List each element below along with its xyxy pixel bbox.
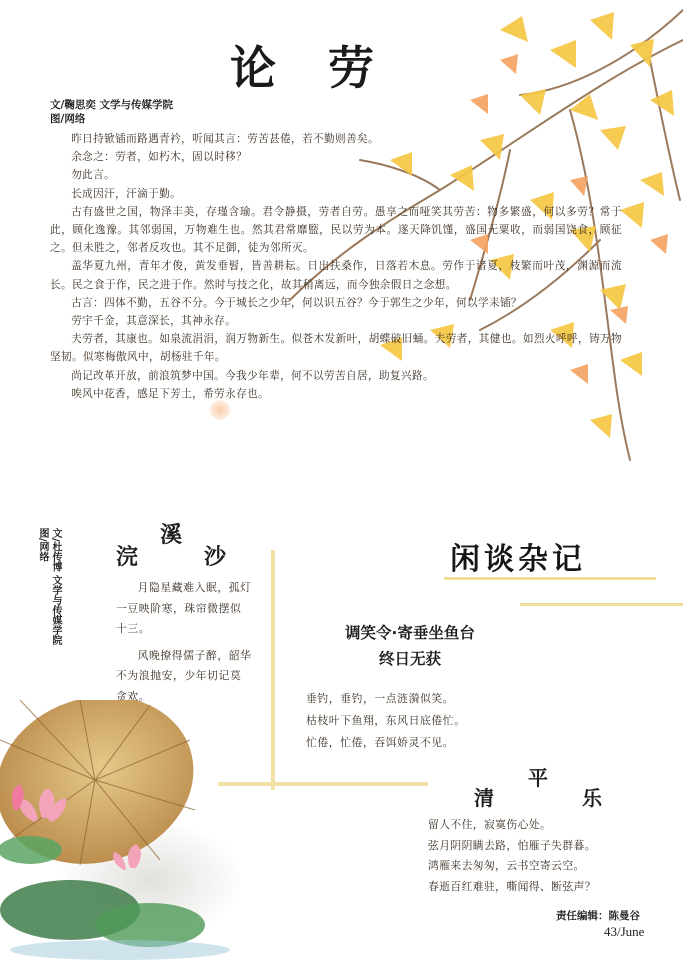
left-poem-image-credit: 图/网络 — [37, 528, 48, 562]
poem2-line: 垂钓，垂钓，一点涟漪似笑。 — [306, 692, 455, 705]
left-poem-title — [108, 518, 248, 578]
left-poem-author: 文/杜传博 文学与传媒学院 — [50, 528, 61, 646]
left-poem-paragraph: 月隐星藏难入眠，孤灯一豆映阶寒，珠帘微摆似十三。 — [116, 581, 252, 635]
essay-paragraph: 古言：四体不勤，五谷不分。今于城长之少年，何以识五谷？今于郭生之少年，何以学耒锸？ — [71, 296, 522, 309]
title-char: 平 — [528, 766, 548, 790]
left-poem-body — [116, 578, 252, 713]
poem3-line: 鸿雁来去匆匆，云书空寄云空。 — [428, 859, 585, 872]
decorative-horizontal-line — [218, 782, 428, 786]
author-line: 文/鞠思奕 文学与传媒学院 — [50, 99, 173, 111]
poem3-line: 弦月阴阴瞒去路，怕雁子失群暮。 — [428, 838, 596, 852]
essay-paragraph: 劳宇千金，其意深长，其神永存。 — [71, 315, 237, 328]
poem2-line: 忙倦，忙倦，吞饵娇灵不见。 — [306, 736, 455, 749]
essay-paragraph: 勿此言。 — [71, 169, 116, 182]
title-char: 浣 — [116, 544, 139, 570]
essay-paragraph: 尚记改革开放，前浪筑梦中国。今我少年辈，何不以劳苦自居，助复兴路。 — [71, 369, 434, 382]
poem3-title — [470, 762, 620, 812]
poem3-body — [428, 815, 678, 897]
article-byline — [50, 98, 173, 126]
poem2-title — [290, 620, 530, 672]
poem3-line: 春逝百红难驻，嘶闻得、断弦声？ — [428, 879, 596, 893]
essay-paragraph: 长成因汗，汗滴于勤。 — [71, 187, 182, 200]
poem2-title-line: 终日无获 — [378, 650, 441, 668]
decorative-orange-blot — [210, 400, 230, 420]
page-number: 43/June — [604, 924, 645, 939]
umbrella-lotus-illustration — [0, 700, 240, 960]
essay-paragraph: 夫劳者，其康也。如泉流涓涓，润万物新生。似苍木发新叶，胡蝶破旧蛹。夫劳者，其健也。如烈火呼呼，铸万物坚韧。似寒梅傲风中，胡杨驻千年。 — [50, 333, 622, 364]
left-poem-credit — [36, 528, 66, 678]
responsible-editor: 责任编辑：陈曼谷 — [556, 910, 640, 922]
essay-paragraph: 古有盛世之国，物泽丰美，存瑾含瑜。君令静摄，劳者自劳。愚享之而哑笑其劳苦：物多繁盛，何以多劳？常于此，顾化逸豫。其邻弱国，万物难生也。然其君常靡盬，民以劳为本。遂天降饥馑，盛国无粟收，而弱国饶食，顾征之。但未胜之，邻者反攻也。其不足御，徒为邻所灭。 — [50, 205, 622, 255]
left-poem-paragraph: 风晚撩得儒子醉，韶华不为浪抛安，少年切记莫贪欢。 — [116, 648, 252, 703]
section-title: 闲谈杂记 — [450, 542, 586, 577]
poem2-line: 枯枝叶下鱼翔，东风日底倦忙。 — [306, 714, 466, 727]
title-char: 清 — [474, 786, 494, 810]
essay-paragraph: 余念之：劳者，如朽木，固以时移？ — [71, 151, 248, 164]
poem3-line: 留人不住，寂寞伤心处。 — [428, 818, 552, 831]
decorative-vertical-line — [271, 550, 275, 790]
poem2-body — [306, 688, 546, 754]
section-underline — [444, 577, 656, 580]
essay-paragraph: 唉风中花香，感足下芳土，希劳永存也。 — [71, 387, 270, 400]
title-char: 乐 — [582, 786, 602, 810]
essay-body — [50, 130, 622, 403]
poem2-title-line: 调笑令·寄垂坐鱼台 — [345, 624, 475, 642]
essay-paragraph: 盖华夏九州，青年才俊，黄发垂髫，皆善耕耘。日出扶桑作，日落若木息。劳作于诸夏，枝繁而叶茂，渊源而流长。民之食于作，民之进于作。然时与技之化，故其稍离远，而今独余假日之念想。 — [50, 260, 622, 291]
article-title: 论劳 — [230, 41, 426, 95]
title-char: 沙 — [204, 544, 227, 570]
section-underline — [520, 603, 683, 606]
title-char: 溪 — [160, 522, 183, 548]
image-credit-line: 图/网络 — [50, 113, 86, 125]
essay-paragraph: 昨日持锨锸而路遇青衿，听闻其言：劳苦甚倦，若不勤则善矣。 — [71, 133, 380, 145]
